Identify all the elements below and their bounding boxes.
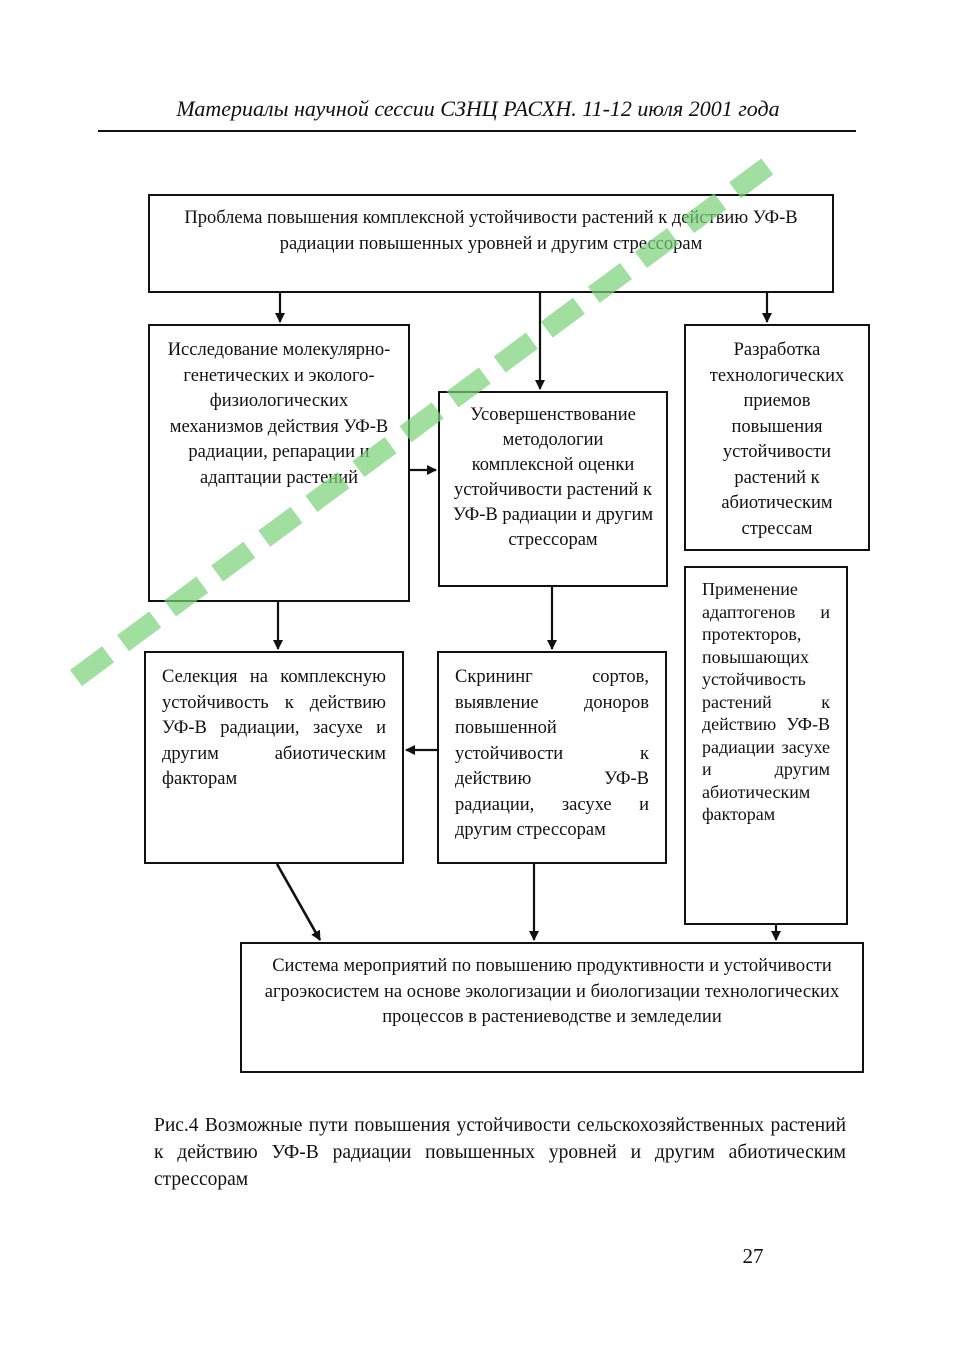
screening-box: [437, 651, 667, 864]
methodology-box: [438, 391, 668, 587]
research-box-text: Исследование молекулярно-генетических и эколого-физиологических механизмов действия УФ-В радиации, репарации и адаптации растений: [167, 340, 391, 488]
research-box: [148, 324, 410, 602]
system-box-text: Система мероприятий по повышению продуктивности и устойчивости агроэкосистем на основе экологизации и биологизации технологических процессов в растениеводстве и земледелии: [264, 956, 840, 1027]
methodology-box-text: Усовершенствование методологии комплексной оценки устойчивости растений к УФ-В радиации и другим стрессорам: [452, 405, 654, 550]
technology-box: [684, 324, 870, 551]
page-number: 27: [742, 1244, 764, 1268]
running-header: Материалы научной сессии СЗНЦ РАСХН. 11-12 июля 2001 года: [176, 96, 780, 121]
adaptogen-box: [684, 566, 848, 925]
technology-box-text: Разработка технологических приемов повышения устойчивости растений к абиотическим стрессам: [709, 340, 845, 539]
screening-box-text: Скрининг сортов, выявление доноров повышенной устойчивости к действию УФ-В радиации, засухе и другим стрессорам: [455, 667, 649, 840]
adaptogen-box-text: Применение адаптогенов и протекторов, повышающих устойчивость растений к действию УФ-В радиации засухе и другим абиотическим факторам: [702, 579, 830, 824]
problem-box-text: Проблема повышения комплексной устойчивости растений к действию УФ-В радиации повышенных уровней и другим стрессорам: [184, 208, 798, 254]
arrow-selection-to-system: [277, 864, 320, 940]
problem-box: [148, 194, 834, 293]
selection-box: [144, 651, 404, 864]
figure-caption: Рис.4 Возможные пути повышения устойчивости сельскохозяйственных растений к действию УФ-В радиации повышенных уровней и другим абиотическим стрессорам: [154, 1115, 846, 1190]
system-box: [240, 942, 864, 1073]
selection-box-text: Селекция на комплексную устойчивость к действию УФ-В радиации, засухе и другим абиотическим факторам: [162, 667, 386, 789]
